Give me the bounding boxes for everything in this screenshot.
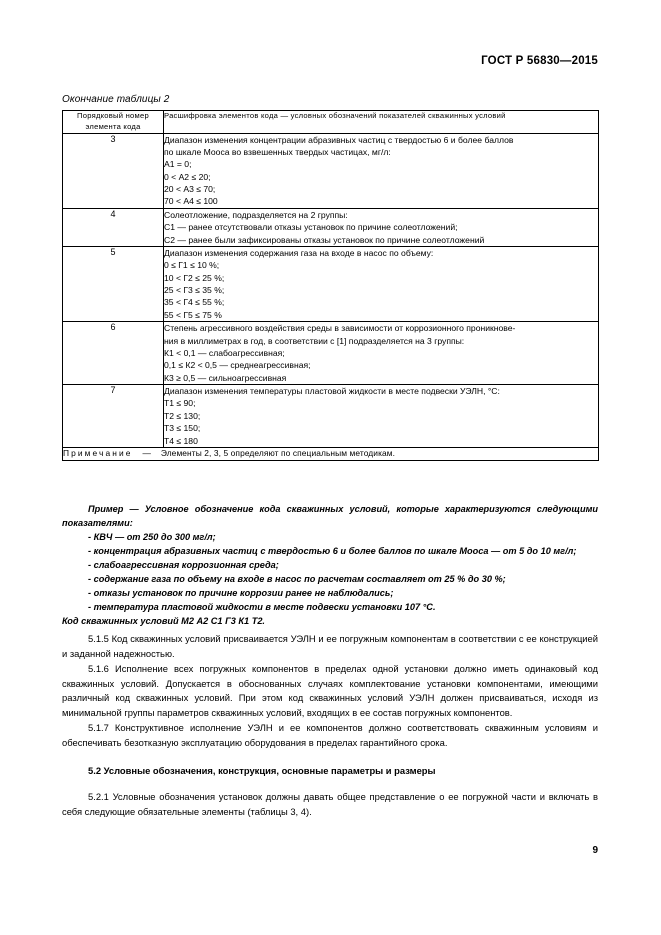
desc-line: 25 < Г3 ≤ 35 %; — [164, 285, 225, 296]
row-element-description — [164, 208, 599, 246]
desc-line: Диапазон изменения содержания газа на входе в насос по объему: — [164, 247, 434, 258]
desc-line: 70 < А4 ≤ 100 — [164, 196, 218, 207]
row-element-number: 6 — [63, 322, 164, 385]
desc-line: Степень агрессивного воздействия среды в зависимости от коррозионного проникнове- — [164, 323, 516, 334]
note-text: Элементы 2, 3, 5 определяют по специальным методикам. — [160, 447, 396, 458]
desc-line: К3 ≥ 0,5 — сильноагрессивная — [164, 372, 287, 383]
desc-line: Т4 ≤ 180 — [164, 435, 198, 446]
well-conditions-code-table — [62, 110, 599, 461]
desc-line: ния в миллиметрах в год, в соответствии с [1] подразделяется на 3 группы: — [164, 335, 465, 346]
table-row — [63, 246, 599, 321]
section-heading-5-2: 5.2 Условные обозначения, конструкция, основные параметры и размеры — [88, 764, 436, 776]
desc-line: 20 < А3 ≤ 70; — [164, 184, 216, 195]
example-code-line: Код скважинных условий М2 А2 С1 Г3 К1 Т2. — [62, 615, 265, 626]
desc-line: 55 < Г5 ≤ 75 % — [164, 309, 222, 320]
table-note-row — [63, 447, 599, 460]
table-row — [63, 385, 599, 448]
desc-line: Т3 ≤ 150; — [164, 423, 201, 434]
example-item: - отказы установок по причине коррозии ранее не наблюдались; — [88, 587, 394, 598]
desc-line: Т1 ≤ 90; — [164, 398, 196, 409]
example-item: - слабоагрессивная коррозионная среда; — [88, 559, 279, 570]
table-caption: Окончание таблицы 2 — [62, 94, 170, 105]
table-row — [63, 322, 599, 385]
paragraph-5-1-7: 5.1.7 Конструктивное исполнение УЭЛН и ее компонентов должно соответствовать скважинным условиям и обеспечивать безотказную эксплуатацию оборудования в пределах гарантийного срока. — [62, 722, 598, 749]
example-item: - температура пластовой жидкости в месте подвески установки 107 °С. — [88, 601, 436, 612]
desc-line: Т2 ≤ 130; — [164, 410, 201, 421]
desc-line: Солеотложение, подразделяется на 2 группы: — [164, 209, 348, 220]
table-note — [63, 447, 599, 460]
page-number: 9 — [592, 845, 598, 856]
note-dash: — — [142, 447, 151, 458]
column-header-line-2: элемента кода — [85, 121, 141, 131]
body-text-block — [62, 632, 598, 819]
example-item: - содержание газа по объему на входе в насос по расчетам составляет от 25 % до 30 %; — [88, 573, 506, 584]
row-element-number: 7 — [63, 385, 164, 448]
row-element-number: 3 — [63, 133, 164, 208]
desc-line: 35 < Г4 ≤ 55 %; — [164, 297, 225, 308]
paragraph-5-1-6: 5.1.6 Исполнение всех погружных компонентов в пределах одной установки должно иметь одинаковый код скважинных условий. Допускается в обоснованных случаях комплектование установки компонентами, имеющими различный код скважинных условий. При этом код скважинных условий УЭЛН должен присваиваться, исходя из минимальной группы параметров скважинных условий, входящих в ее состав погружных компонентов. — [62, 662, 598, 719]
row-element-number: 5 — [63, 246, 164, 321]
desc-line: С1 — ранее отсутствовали отказы установок по причине солеотложений; — [164, 222, 458, 233]
desc-line: А1 = 0; — [164, 159, 192, 170]
table-header-row — [63, 111, 599, 134]
running-head-standard-ref: ГОСТ Р 56830—2015 — [481, 55, 598, 67]
desc-line: Диапазон изменения концентрации абразивных частиц с твердостью 6 и более баллов — [164, 134, 514, 145]
desc-line: по шкале Мооса во взвешенных твердых частицах, мг/л: — [164, 146, 391, 157]
example-item: - КВЧ — от 250 до 300 мг/л; — [88, 531, 216, 542]
row-element-description — [164, 385, 599, 448]
desc-line: 0 ≤ Г1 ≤ 10 %; — [164, 260, 220, 271]
row-element-description — [164, 133, 599, 208]
table-row — [63, 208, 599, 246]
desc-line: К1 < 0,1 — слабоагрессивная; — [164, 347, 285, 358]
row-element-description — [164, 322, 599, 385]
table-row — [63, 133, 599, 208]
example-item: - концентрация абразивных частиц с твердостью 6 и более баллов по шкале Мооса — от 5 до 10 мг/л; — [88, 545, 577, 556]
paragraph-5-2-1: 5.2.1 Условные обозначения установок должны давать общее представление о ее погружной части и включать в себя следующие обязательные элементы (таблицы 3, 4). — [62, 790, 598, 817]
paragraph-5-1-5: 5.1.5 Код скважинных условий присваивается УЭЛН и ее погружным компонентам в соответствии с ее конструкцией и заданной надежностью. — [62, 633, 598, 659]
note-label: Примечание — [63, 447, 133, 458]
row-element-number: 4 — [63, 208, 164, 246]
example-intro: Пример — Условное обозначение кода скважинных условий, которые характеризуются следующими показателями: — [62, 504, 598, 528]
example-block — [62, 503, 598, 629]
row-element-description — [164, 246, 599, 321]
desc-line: 0,1 ≤ К2 < 0,5 — среднеагрессивная; — [164, 360, 311, 371]
desc-line: 0 < А2 ≤ 20; — [164, 171, 211, 182]
column-header-element-number — [63, 111, 164, 134]
desc-line: Диапазон изменения температуры пластовой жидкости в месте подвески УЭЛН, °С: — [164, 386, 500, 397]
column-header-line-1: Порядковый номер — [77, 111, 149, 120]
desc-line: 10 < Г2 ≤ 25 %; — [164, 272, 225, 283]
column-header-element-description: Расшифровка элементов кода — условных обозначений показателей скважинных условий — [164, 111, 599, 134]
desc-line: С2 — ранее были зафиксированы отказы установок по причине солеотложений — [164, 234, 485, 245]
